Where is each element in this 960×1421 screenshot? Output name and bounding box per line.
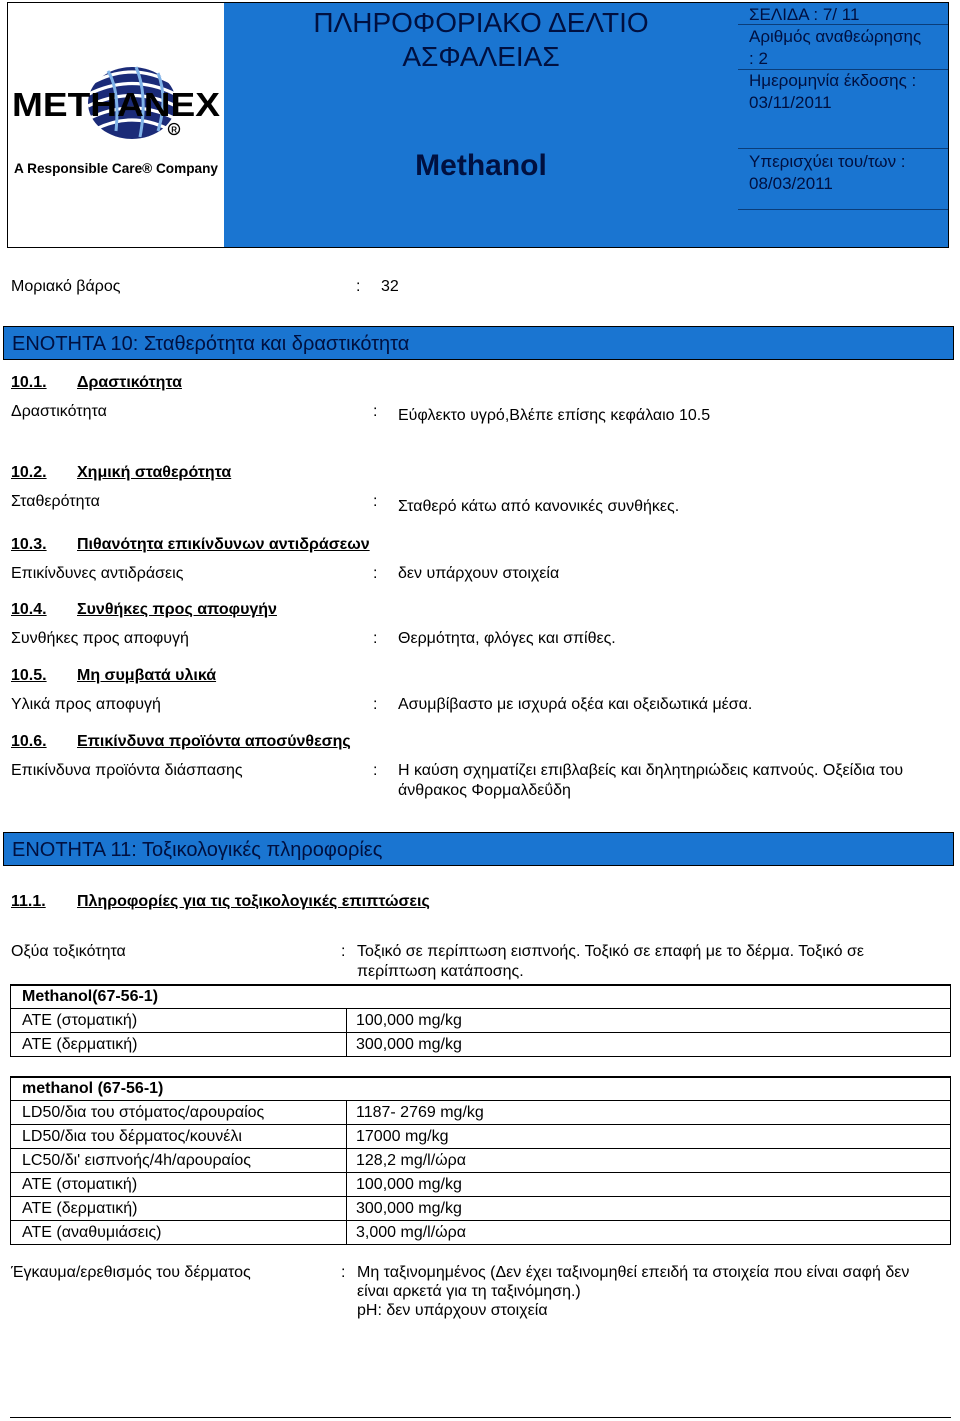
subsection-heading: Συνθήκες προς αποφυγήν [77,601,277,618]
property-separator: : [373,403,378,420]
info-divider [738,148,948,149]
table-cell-label: LD50/δια του στόματος/αρουραίος [22,1104,265,1121]
revision-number: : 2 [749,49,768,68]
table-cell-value: 300,000 mg/kg [356,1200,462,1217]
table-row-divider [10,1100,951,1101]
skin-corrosion-value-line2: είναι αρκετά για τη ταξινόμηση.) [357,1283,581,1300]
table-cell-label: LC50/δι' εισπνοής/4h/αρουραίος [22,1152,251,1169]
table-cell-label: ATE (δερματική) [22,1200,138,1217]
property-separator: : [373,762,378,779]
supersedes-label: Υπερισχύει του/των : [749,152,906,171]
table-cell-value: 300,000 mg/kg [356,1036,462,1053]
subsection-number: 10.1. [11,374,47,391]
product-name: Methanol [415,149,547,182]
subsection-number: 10.6. [11,733,47,750]
footer-rule [10,1417,951,1418]
table-cell-value: 100,000 mg/kg [356,1176,462,1193]
table-cell-label: LD50/δια του δέρματος/κουνέλι [22,1128,242,1145]
document-title-line2: ΑΣΦΑΛΕΙΑΣ [402,41,560,72]
registered-mark-icon [169,124,180,135]
subsection-number: 11.1. [11,893,46,910]
logo-cell [8,3,225,247]
table-row-divider [10,1056,951,1057]
property-label: Συνθήκες προς αποφυγή [11,630,189,647]
table-cell-value: 1187- 2769 mg/kg [356,1104,484,1121]
property-value: Θερμότητα, φλόγες και σπίθες. [398,630,616,647]
property-value-line1: Η καύση σχηματίζει επιβλαβείς και δηλητηριώδεις καπνούς. Οξείδια του [398,762,904,779]
molecular-weight-value: 32 [381,278,399,295]
property-value: Εύφλεκτο υγρό,Βλέπε επίσης κεφάλαιο 10.5 [398,407,711,424]
table-row-divider [10,1148,951,1149]
table-cell-label: ATE (αναθυμιάσεις) [22,1224,162,1241]
property-separator: : [373,565,378,582]
property-label: Υλικά προς αποφυγή [11,696,161,713]
subsection-number: 10.5. [11,667,47,684]
table-cell-value: 3,000 mg/l/ώρα [356,1224,466,1241]
table-row-divider [10,1032,951,1033]
property-value-line2: άνθρακος Φορμαλδεΰδη [398,782,571,799]
table-border [10,1076,951,1078]
table-row-divider [10,1124,951,1125]
subsection-heading: Μη συμβατά υλικά [77,667,217,684]
skin-corrosion-label: Έγκαυμα/ερεθισμός του δέρματος [11,1264,251,1281]
document-header [7,2,949,248]
acute-toxicity-label: Οξύα τοξικότητα [11,943,126,960]
skin-corrosion-value-line1: Μη ταξινομημένος (Δεν έχει ταξινομηθεί επειδή τα στοιχεία που είναι σαφή δεν [357,1264,910,1281]
subsection-heading: Πιθανότητα επικίνδυνων αντιδράσεων [77,536,370,553]
property-value: Σταθερό κάτω από κανονικές συνθήκες. [398,498,680,515]
info-divider [738,209,948,210]
subsection-heading: Επικίνδυνα προϊόντα αποσύνθεσης [77,733,351,750]
skin-corrosion-separator: : [341,1264,346,1281]
table-row-divider [10,1196,951,1197]
property-label: Επικίνδυνα προϊόντα διάσπασης [11,762,243,779]
supersedes-date: 08/03/2011 [749,174,833,193]
subsection-heading: Χημική σταθερότητα [77,464,232,481]
svg-text:R: R [171,125,178,135]
acute-toxicity-value-line2: περίπτωση κατάποσης. [357,963,524,980]
table-cell-label: ATE (στοματική) [22,1176,138,1193]
subsection-heading: Δραστικότητα [77,374,182,391]
page-number: ΣΕΛΙΔΑ : 7/ 11 [749,5,860,24]
skin-corrosion-ph: pH: δεν υπάρχουν στοιχεία [357,1302,548,1319]
revision-label: Αριθμός αναθεώρησης [749,27,922,46]
subsection-heading: Πληροφορίες για τις τοξικολογικές επιπτώσεις [77,893,430,910]
subsection-number: 10.4. [11,601,47,618]
table-cell-value: 100,000 mg/kg [356,1012,462,1029]
table-border [10,984,11,1057]
table-cell-value: 128,2 mg/l/ώρα [356,1152,466,1169]
table-title: methanol (67-56-1) [22,1080,164,1097]
logo-tagline: A Responsible Care® Company [14,160,219,176]
table-row-divider [10,1244,951,1245]
issue-date-label: Ημερομηνία έκδοσης : [749,71,917,90]
table-row-divider [10,1220,951,1221]
title-cell [224,3,739,247]
methanex-logo [8,3,224,247]
table-border [10,984,951,986]
property-separator: : [373,696,378,713]
property-label: Σταθερότητα [11,493,100,510]
table-cell-label: ATE (δερματική) [22,1036,138,1053]
property-separator: : [373,493,378,510]
table-row-divider [10,1008,951,1009]
table-cell-label: ATE (στοματική) [22,1012,138,1029]
table-cell-value: 17000 mg/kg [356,1128,449,1145]
acute-toxicity-value-line1: Τοξικό σε περίπτωση εισπνοής. Τοξικό σε επαφή με το δέρμα. Τοξικό σε [357,943,864,960]
section-11-title: ΕΝΟΤΗΤΑ 11: Τοξικολογικές πληροφορίες [12,839,383,861]
section-11-header [3,832,954,866]
property-value: δεν υπάρχουν στοιχεία [398,565,560,582]
acute-toxicity-separator: : [341,943,346,960]
molecular-weight-separator: : [356,278,361,295]
property-separator: : [373,630,378,647]
table-border [950,984,951,1057]
property-value: Ασυμβίβαστο με ισχυρά οξέα και οξειδωτικά μέσα. [398,696,753,713]
property-label: Δραστικότητα [11,403,107,420]
logo-wordmark: METHANEX [12,86,220,123]
issue-date: 03/11/2011 [749,93,832,112]
molecular-weight-label: Μοριακό βάρος [11,278,121,295]
subsection-number: 10.3. [11,536,47,553]
subsection-number: 10.2. [11,464,47,481]
section-10-header [3,326,954,360]
table-row-divider [10,1172,951,1173]
table-title: Methanol(67-56-1) [22,988,159,1005]
section-10-title: ΕΝΟΤΗΤΑ 10: Σταθερότητα και δραστικότητα [12,333,410,355]
document-info-cell [738,3,948,247]
document-title-line1: ΠΛΗΡΟΦΟΡΙΑΚΟ ΔΕΛΤΙΟ [313,7,649,38]
info-divider [738,24,948,25]
property-label: Επικίνδυνες αντιδράσεις [11,565,184,582]
